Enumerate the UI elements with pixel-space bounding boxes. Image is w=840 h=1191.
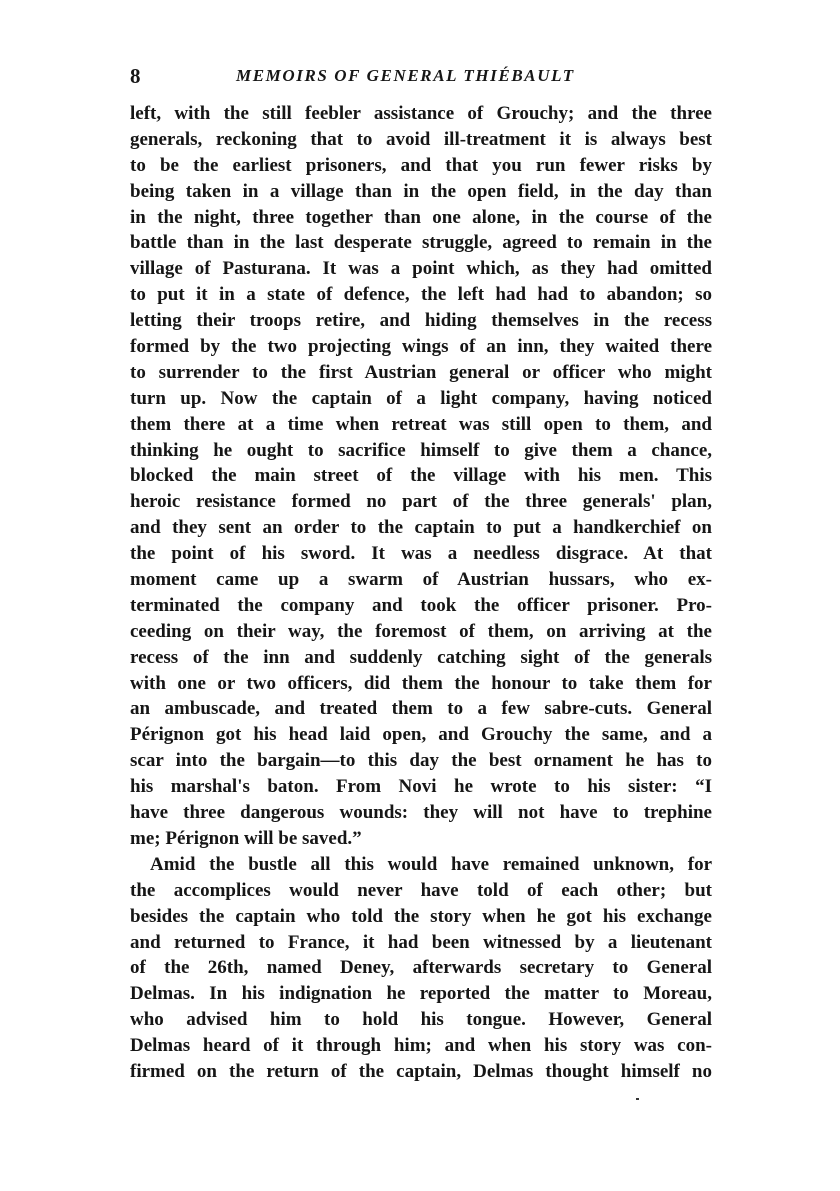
text-line: in the night, three together than one alone, in the course of the <box>130 206 712 228</box>
text-line: to put it in a state of defence, the left had had to abandon; so <box>130 284 712 306</box>
text-line: battle than in the last desperate struggle, agreed to remain in the <box>130 232 712 254</box>
text-line: and they sent an order to the captain to put a handkerchief on <box>130 517 712 539</box>
text-line: the accomplices would never have told of each other; but <box>130 879 712 901</box>
text-line: Amid the bustle all this would have remained unknown, for <box>150 853 712 875</box>
text-line: left, with the still feebler assistance of Grouchy; and the three <box>130 103 712 124</box>
text-line: and returned to France, it had been witnessed by a lieutenant <box>130 931 712 953</box>
text-line: turn up. Now the captain of a light company, having noticed <box>130 387 712 409</box>
text-line: who advised him to hold his tongue. However, General <box>130 1009 712 1031</box>
text-line: his marshal's baton. From Novi he wrote to his sister: “I <box>130 776 712 798</box>
text-line: village of Pasturana. It was a point which, as they had omitted <box>130 258 712 280</box>
text-line: to be the earliest prisoners, and that you run fewer risks by <box>130 154 712 176</box>
running-title: MEMOIRS OF GENERAL THIÉBAULT <box>236 66 575 85</box>
text-line: blocked the main street of the village with his men. This <box>130 465 712 487</box>
text-line: moment came up a swarm of Austrian hussars, who ex- <box>130 569 712 591</box>
text-line: them there at a time when retreat was still open to them, and <box>130 413 712 435</box>
text-line: letting their troops retire, and hiding themselves in the recess <box>130 310 712 332</box>
text-line: ceeding on their way, the foremost of them, on arriving at the <box>130 620 712 642</box>
text-line: an ambuscade, and treated them to a few sabre-cuts. General <box>130 698 712 720</box>
text-line: terminated the company and took the officer prisoner. Pro- <box>130 594 712 616</box>
text-line: besides the captain who told the story when he got his exchange <box>130 905 712 927</box>
body-text <box>130 101 712 1085</box>
text-line: being taken in a village than in the open field, in the day than <box>130 180 712 202</box>
text-line: generals, reckoning that to avoid ill-treatment it is always best <box>130 128 712 150</box>
text-line: Delmas. In his indignation he reported the matter to Moreau, <box>130 983 712 1005</box>
text-line: of the 26th, named Deney, afterwards secretary to General <box>130 957 712 979</box>
page-number: 8 <box>130 64 141 88</box>
text-line: scar into the bargain—to this day the best ornament he has to <box>130 750 712 772</box>
print-speck <box>636 1098 639 1100</box>
text-line: Pérignon got his head laid open, and Grouchy the same, and a <box>130 724 712 746</box>
text-line: me; Pérignon will be saved.” <box>130 827 362 849</box>
text-line: firmed on the return of the captain, Delmas thought himself no <box>130 1060 712 1082</box>
running-head <box>130 60 712 92</box>
text-line: to surrender to the first Austrian general or officer who might <box>130 361 712 383</box>
text-line: the point of his sword. It was a needless disgrace. At that <box>130 543 712 565</box>
text-line: heroic resistance formed no part of the three generals' plan, <box>130 491 712 513</box>
text-line: Delmas heard of it through him; and when his story was con- <box>130 1035 712 1057</box>
text-line: recess of the inn and suddenly catching sight of the generals <box>130 646 712 668</box>
text-line: with one or two officers, did them the honour to take them for <box>130 672 712 694</box>
text-line: formed by the two projecting wings of an inn, they waited there <box>130 336 712 358</box>
text-line: have three dangerous wounds: they will not have to trephine <box>130 802 712 824</box>
text-line: thinking he ought to sacrifice himself to give them a chance, <box>130 439 712 461</box>
